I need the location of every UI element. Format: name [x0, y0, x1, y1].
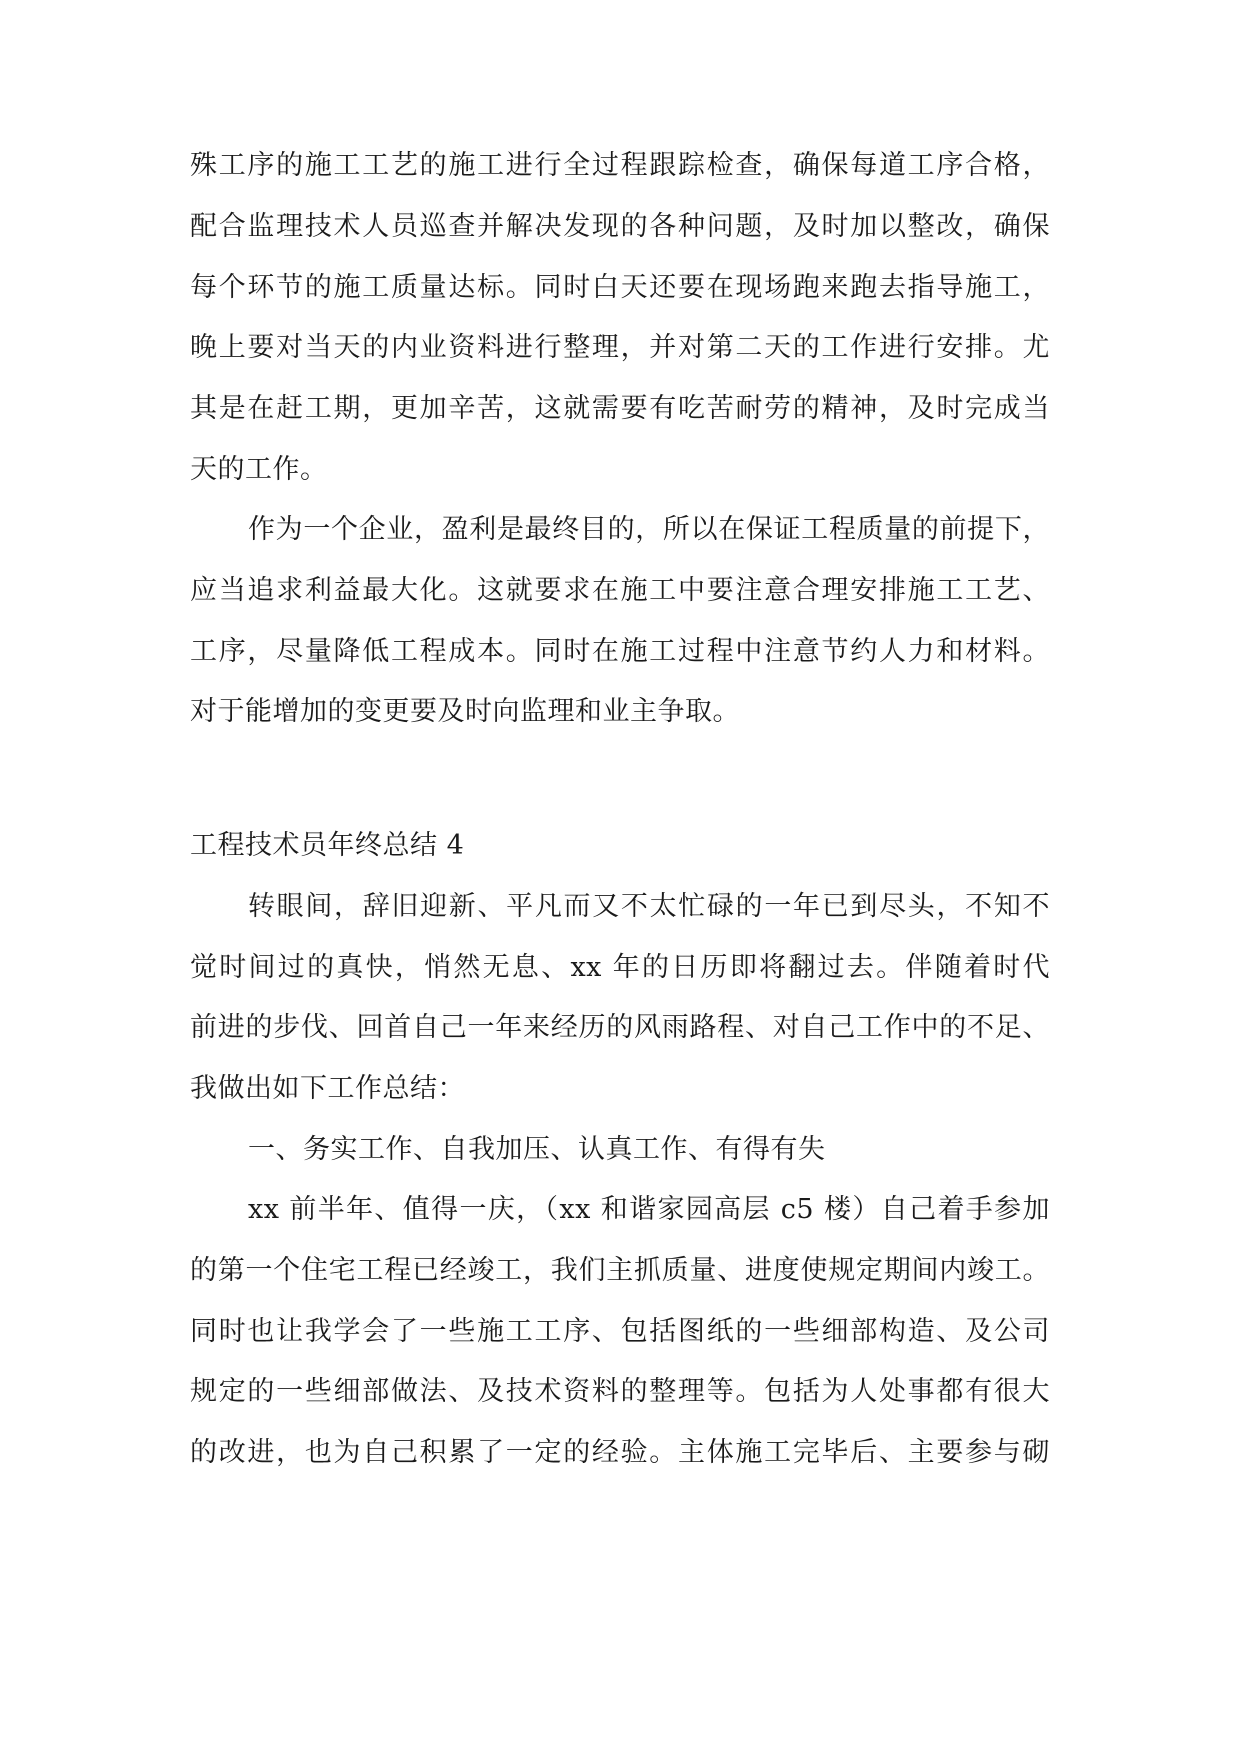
paragraph-line: 天的工作。 — [190, 454, 328, 485]
paragraph-line: 同时也让我学会了一些施工工序、包括图纸的一些细部构造、及公司 — [190, 1316, 1050, 1347]
paragraph-line: 应当追求利益最大化。这就要求在施工中要注意合理安排施工工艺、 — [190, 575, 1050, 606]
paragraph-line: xx 前半年、值得一庆，（xx 和谐家园高层 c5 楼）自己着手参加 — [248, 1194, 1050, 1225]
paragraph-line: 规定的一些细部做法、及技术资料的整理等。包括为人处事都有很大 — [190, 1376, 1050, 1407]
paragraph-line: 前进的步伐、回首自己一年来经历的风雨路程、对自己工作中的不足、 — [190, 1012, 1050, 1043]
paragraph-line: 觉时间过的真快，悄然无息、xx 年的日历即将翻过去。伴随着时代 — [190, 952, 1050, 983]
paragraph-line: 晚上要对当天的内业资料进行整理，并对第二天的工作进行安排。尤 — [190, 332, 1050, 363]
paragraph-line: 其是在赶工期，更加辛苦，这就需要有吃苦耐劳的精神，及时完成当 — [190, 393, 1050, 424]
paragraph-line: 我做出如下工作总结： — [190, 1073, 465, 1104]
paragraph-line: 的第一个住宅工程已经竣工，我们主抓质量、进度使规定期间内竣工。 — [190, 1255, 1050, 1286]
paragraph-line: 每个环节的施工质量达标。同时白天还要在现场跑来跑去指导施工， — [190, 272, 1050, 303]
paragraph-line: 殊工序的施工工艺的施工进行全过程跟踪检查，确保每道工序合格， — [190, 150, 1050, 181]
subheading: 一、务实工作、自我加压、认真工作、有得有失 — [248, 1134, 826, 1165]
paragraph-line: 配合监理技术人员巡查并解决发现的各种问题，及时加以整改，确保 — [190, 211, 1050, 242]
paragraph-line: 工序，尽量降低工程成本。同时在施工过程中注意节约人力和材料。 — [190, 636, 1050, 667]
paragraph-line: 作为一个企业，盈利是最终目的，所以在保证工程质量的前提下， — [248, 514, 1050, 545]
section-heading: 工程技术员年终总结 4 — [190, 830, 465, 861]
paragraph-line: 转眼间，辞旧迎新、平凡而又不太忙碌的一年已到尽头，不知不 — [248, 891, 1050, 922]
paragraph-line: 对于能增加的变更要及时向监理和业主争取。 — [190, 696, 740, 727]
paragraph-line: 的改进，也为自己积累了一定的经验。主体施工完毕后、主要参与砌 — [190, 1437, 1050, 1468]
